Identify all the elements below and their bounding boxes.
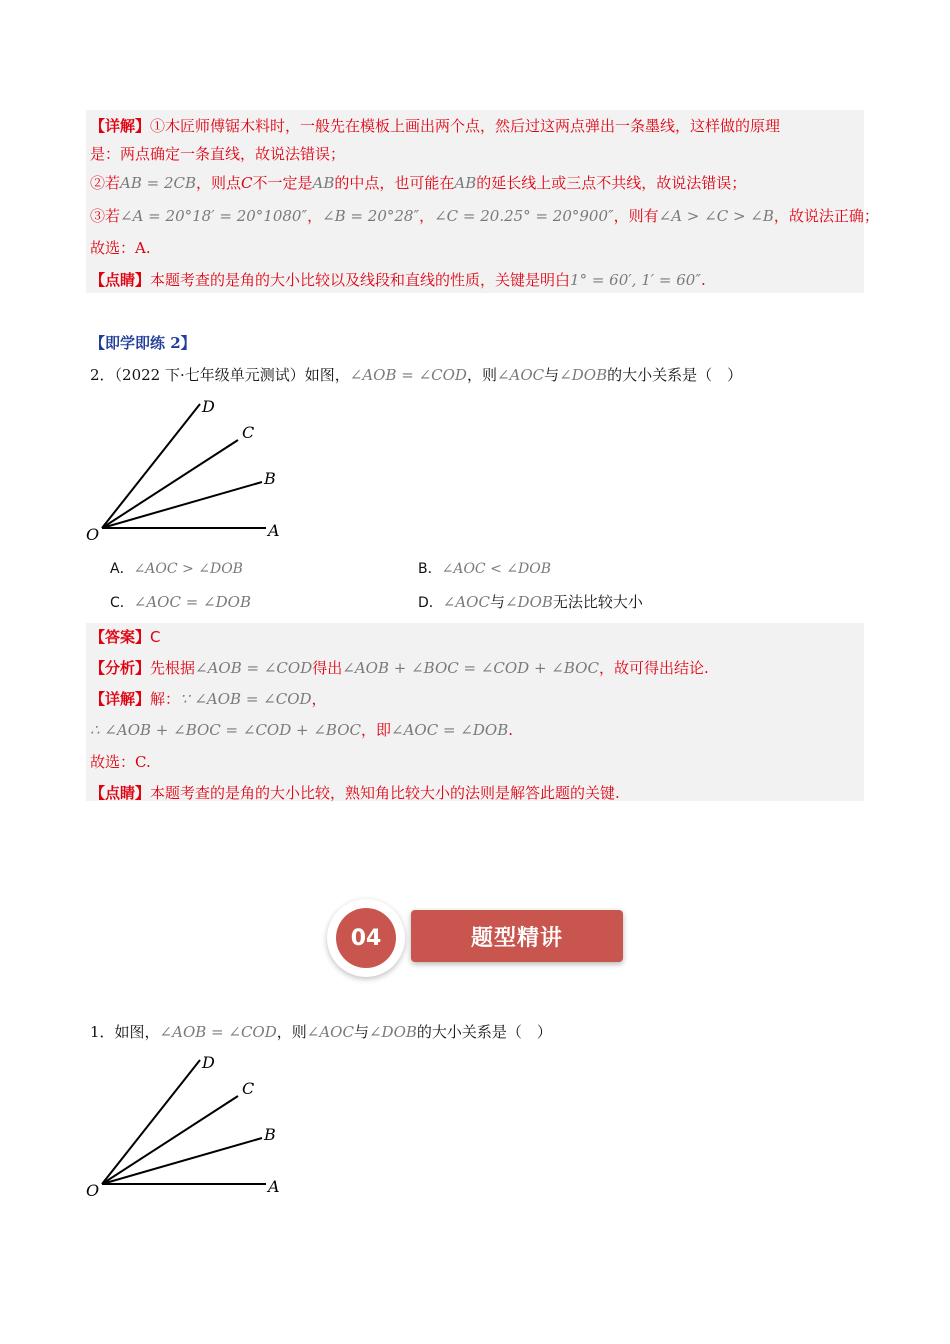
answer-block <box>86 623 864 801</box>
ray-OC <box>102 1096 238 1184</box>
ray-OC <box>102 440 238 528</box>
tip-line-2: 【点睛】本题考查的是角的大小比较，熟知角比较大小的法则是解答此题的关键. <box>90 784 620 802</box>
detail-line-1: 【详解】①木匠师傅锯木料时，一般先在模板上画出两个点，然后过这两点弹出一条墨线，这样做的原理 <box>90 117 781 135</box>
option-a[interactable]: A．∠AOC > ∠DOB <box>110 561 243 577</box>
detail-line-3: ②若AB = 2CB，则点C不一定是AB的中点，也可能在AB的延长线上或三点不共线，故说法错误； <box>90 174 747 192</box>
detail-line-4: ③若∠A = 20°18′ = 20°1080″，∠B = 20°28″，∠C = 20.25° = 20°900″，则有∠A > ∠C > ∠B，故说法正确； <box>90 207 879 225</box>
question-1: 1．如图，∠AOB = ∠COD，则∠AOC与∠DOB的大小关系是（ ） <box>90 1023 552 1041</box>
section-number: 04 <box>336 908 396 968</box>
explanation-block-1 <box>86 110 864 293</box>
solution-line-1: 【详解】解：∵ ∠AOB = ∠COD， <box>90 690 327 708</box>
angle-figure-2 <box>80 1048 300 1208</box>
label-D: D <box>202 1053 215 1072</box>
tip-line: 【点睛】本题考查的是角的大小比较以及线段和直线的性质，关键是明白1° = 60′, 1′ = 60″. <box>90 271 706 289</box>
angle-figure-1 <box>80 392 300 552</box>
label-A: A <box>268 1177 280 1196</box>
ray-OB <box>102 482 262 528</box>
answer-line: 【答案】C <box>90 628 161 646</box>
label-B: B <box>264 1125 276 1144</box>
option-d[interactable]: D．∠AOC与∠DOB无法比较大小 <box>418 593 643 611</box>
label-B: B <box>264 469 276 488</box>
label-D: D <box>202 397 215 416</box>
solution-line-2: ∴ ∠AOB + ∠BOC = ∠COD + ∠BOC，即∠AOC = ∠DOB. <box>90 721 514 739</box>
choose-line: 故选：C. <box>90 753 151 771</box>
detail-line-5: 故选：A. <box>90 239 151 257</box>
section-title: 题型精讲 <box>411 910 623 962</box>
option-c[interactable]: C．∠AOC = ∠DOB <box>110 593 251 611</box>
label-C: C <box>242 1079 255 1098</box>
label-C: C <box>242 423 255 442</box>
ray-OD <box>102 1060 200 1184</box>
detail-tag: 【详解】 <box>90 117 151 135</box>
label-O: O <box>86 525 100 544</box>
label-O: O <box>86 1181 100 1200</box>
ray-OB <box>102 1138 262 1184</box>
question-2: 2．（2022 下·七年级单元测试）如图，∠AOB = ∠COD，则∠AOC与∠DOB的大小关系是（ ） <box>90 366 743 384</box>
detail-line-2: 是：两点确定一条直线，故说法错误； <box>90 145 346 163</box>
ray-OD <box>102 404 200 528</box>
analysis-line: 【分析】先根据∠AOB = ∠COD得出∠AOB + ∠BOC = ∠COD + ∠BOC，故可得出结论. <box>90 659 709 677</box>
answer-value: C <box>150 628 161 646</box>
label-A: A <box>268 521 280 540</box>
option-b[interactable]: B．∠AOC < ∠DOB <box>418 561 551 577</box>
practice-heading: 【即学即练 2】 <box>90 334 196 352</box>
